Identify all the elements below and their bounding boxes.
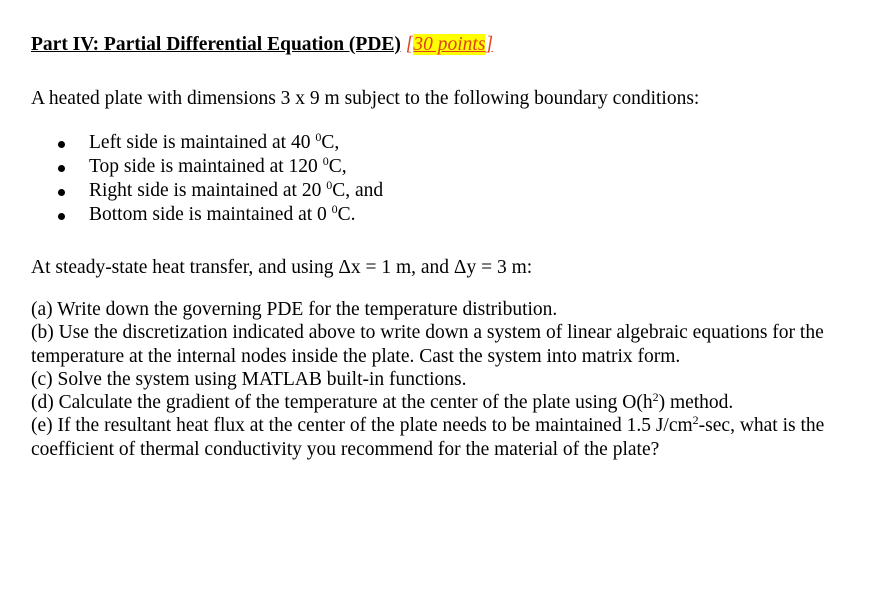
list-item: Left side is maintained at 40 $^0$C,	[58, 131, 383, 155]
list-item: Top side is maintained at 120 $^0$C,	[58, 155, 383, 179]
question-e: (e) If the resultant heat flux at the center of the plate needs to be maintained 1.5 $J/cm^2-\sec$, what is the coefficient of thermal conductivity you recommend for the material of the plate?	[31, 413, 825, 460]
section-heading	[31, 33, 493, 57]
list-item: Right side is maintained at 20 $^0$C, and	[58, 179, 383, 203]
questions-block	[31, 298, 861, 461]
boundary-conditions-list	[58, 131, 383, 227]
question-a: (a) Write down the governing PDE for the temperature distribution.	[31, 299, 558, 320]
question-c: (c) Solve the system using MATLAB built-in functions.	[31, 368, 467, 390]
bullet-icon	[58, 141, 65, 148]
bullet-icon	[58, 213, 65, 220]
steady-state-statement: At steady-state heat transfer, and using Δx = 1 m, and Δy = 3 m:	[31, 257, 533, 278]
bullet-icon	[58, 165, 65, 172]
points-close-bracket: ]	[485, 34, 494, 55]
list-item: Bottom side is maintained at 0 $^0$C.	[58, 203, 383, 227]
question-d: (d) Calculate the gradient of the temperature at the center of the plate using $O(h^2)$ method.	[31, 390, 734, 414]
points-open-bracket: [	[405, 34, 414, 55]
section-title: Part IV: Partial Differential Equation (PDE)	[31, 34, 401, 55]
points-value: 30 points	[413, 34, 486, 55]
question-b: (b) Use the discretization indicated above to write down a system of linear algebraic equations for the temperature at the internal nodes inside the plate. Cast the system into matrix form.	[31, 322, 824, 367]
bullet-icon	[58, 189, 65, 196]
points-annotation	[406, 34, 493, 55]
problem-intro: A heated plate with dimensions 3 x 9 m subject to the following boundary conditions:	[31, 88, 700, 109]
